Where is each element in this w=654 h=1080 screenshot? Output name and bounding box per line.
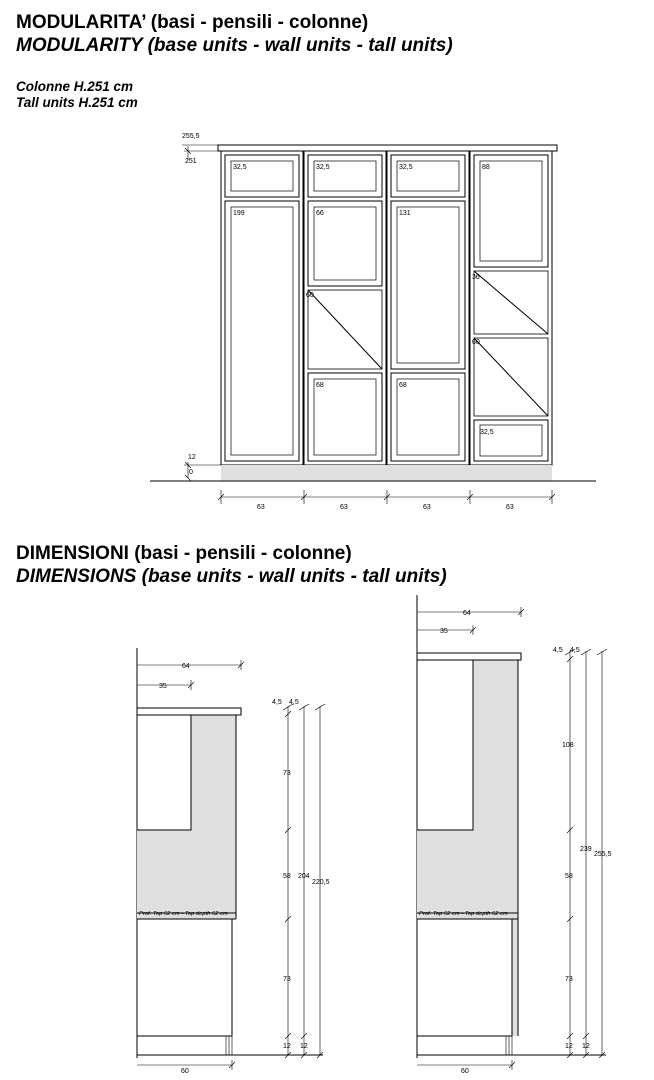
right-total-a-label: 239	[580, 846, 592, 853]
left-section	[137, 648, 325, 1070]
col2-upper-label: 66	[316, 210, 324, 217]
col4-mid2-label: 60	[472, 339, 480, 346]
left-cornice-b-label: 4,5	[289, 699, 299, 706]
modularity-title-it: MODULARITA’ (basi - pensili - colonne)	[16, 12, 369, 33]
right-seg-mid-label: 58	[565, 873, 573, 880]
column-3-frame	[387, 151, 469, 465]
tall-units-label-en: Tall units H.251 cm	[16, 95, 138, 110]
left-cornice-a-label: 4,5	[272, 699, 282, 706]
level-top-label: 255,5	[182, 133, 200, 140]
right-plinth-b-label: 12	[582, 1043, 590, 1050]
width-label-4: 63	[506, 504, 514, 511]
col3-upper-label: 131	[399, 210, 411, 217]
left-seg-mid-label: 58	[283, 873, 291, 880]
cornice	[218, 145, 557, 151]
level-251-label: 251	[185, 158, 197, 165]
right-seg-upper-label: 108	[562, 742, 574, 749]
plinth	[221, 465, 552, 481]
width-label-2: 63	[340, 504, 348, 511]
front-elevation	[150, 145, 596, 504]
left-plinth-b-label: 12	[300, 1043, 308, 1050]
col4-mid1-label: 36	[472, 274, 480, 281]
right-cornice-a-label: 4,5	[553, 647, 563, 654]
dimensions-title-it: DIMENSIONI (basi - pensili - colonne)	[16, 543, 352, 564]
left-depth-base-label: 60	[181, 1068, 189, 1075]
column-4-frame	[470, 151, 552, 465]
col2-low-label: 68	[316, 382, 324, 389]
left-total-a-label: 204	[298, 873, 310, 880]
column-2-frame	[304, 151, 386, 465]
right-section	[417, 595, 607, 1070]
right-depth-total-label: 64	[463, 610, 471, 617]
right-total-b-label: 255,5	[594, 851, 612, 858]
left-top-note: Prof. Top 62 cm - Top depth 62 cm	[139, 911, 228, 917]
level-0-label: 0	[189, 469, 193, 476]
left-total-b-label: 220,5	[312, 879, 330, 886]
width-label-1: 63	[257, 504, 265, 511]
right-plinth-a-label: 12	[565, 1043, 573, 1050]
col4-top-label: 88	[482, 164, 490, 171]
level-12-label: 12	[188, 454, 196, 461]
left-plinth-a-label: 12	[283, 1043, 291, 1050]
width-label-3: 63	[423, 504, 431, 511]
col3-top-label: 32,5	[399, 164, 413, 171]
right-cornice-b-label: 4,5	[570, 647, 580, 654]
column-1-frame	[221, 151, 303, 465]
modularity-title-en: MODULARITY (base units - wall units - tall units)	[16, 35, 453, 56]
right-seg-low-label: 73	[565, 976, 573, 983]
tall-units-label-it: Colonne H.251 cm	[16, 79, 134, 94]
col2-top-label: 32,5	[316, 164, 330, 171]
front-elevation-labels	[182, 133, 514, 511]
col1-top-label: 32,5	[233, 164, 247, 171]
col2-mid-label: 60	[306, 292, 314, 299]
right-depth-base-label: 60	[461, 1068, 469, 1075]
col4-low-label: 32,5	[480, 429, 494, 436]
left-seg-upper-label: 73	[283, 770, 291, 777]
col1-main-label: 199	[233, 210, 245, 217]
left-depth-upper-label: 35	[159, 683, 167, 690]
right-depth-upper-label: 35	[440, 628, 448, 635]
left-seg-low-label: 73	[283, 976, 291, 983]
right-top-note: Prof. Top 62 cm - Top depth 62 cm	[419, 911, 508, 917]
left-depth-total-label: 64	[182, 663, 190, 670]
dimensions-title-en: DIMENSIONS (base units - wall units - tall units)	[16, 566, 447, 587]
col3-low-label: 68	[399, 382, 407, 389]
